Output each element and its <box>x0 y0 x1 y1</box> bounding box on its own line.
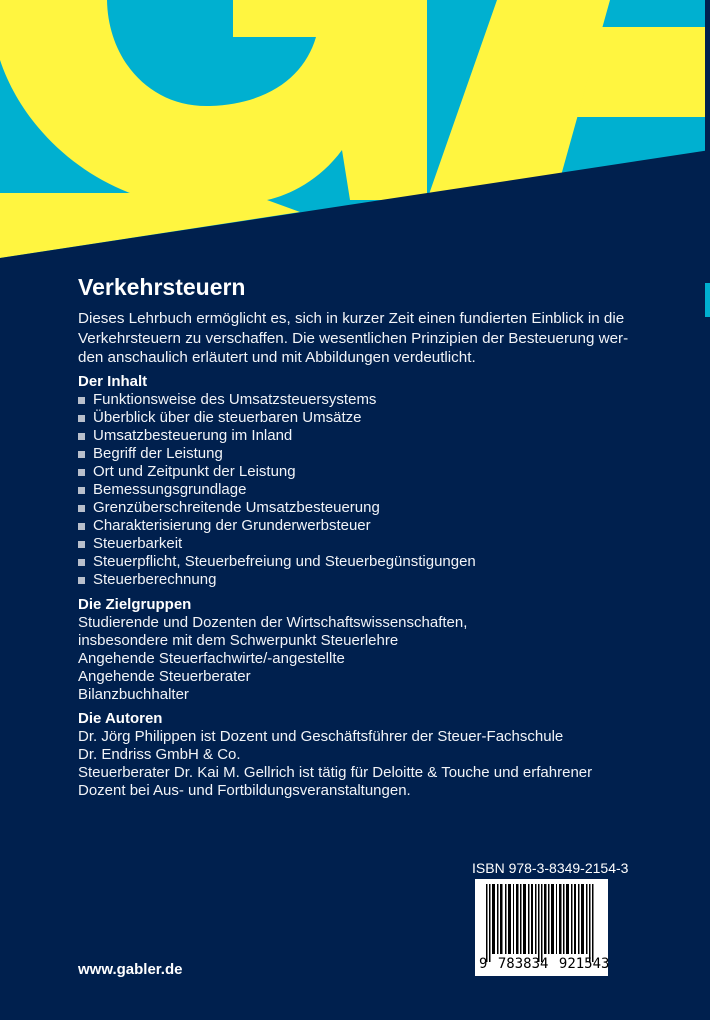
list-item <box>78 409 678 427</box>
audience-line: insbesondere mit dem Schwerpunkt Steuerlehre <box>78 632 399 649</box>
bullet-square-icon <box>78 541 85 548</box>
book-title: Verkehrsteuern <box>78 274 246 300</box>
list-item-text: Funktionsweise des Umsatzsteuersystems <box>93 391 377 408</box>
audience-heading: Die Zielgruppen <box>78 596 192 613</box>
list-item <box>78 553 678 571</box>
list-item-text: Bemessungsgrundlage <box>93 481 247 498</box>
book-description <box>78 309 678 368</box>
list-item-text: Charakterisierung der Grunderwerbsteuer <box>93 517 371 534</box>
list-item <box>78 517 678 535</box>
list-item-text: Umsatzbesteuerung im Inland <box>93 427 293 444</box>
bullet-square-icon <box>78 505 85 512</box>
bullet-square-icon <box>78 559 85 566</box>
bullet-square-icon <box>78 523 85 530</box>
audience-line: Angehende Steuerberater <box>78 668 251 685</box>
bullet-square-icon <box>78 469 85 476</box>
description-line: Verkehrsteuern zu verschaffen. Die wesentlichen Prinzipien der Besteuerung wer- <box>78 329 629 347</box>
list-item <box>78 391 678 409</box>
author-line: Dozent bei Aus- und Fortbildungsveranstaltungen. <box>78 782 411 799</box>
list-item <box>78 535 678 553</box>
bullet-square-icon <box>78 487 85 494</box>
list-item <box>78 571 678 589</box>
author-line: Dr. Jörg Philippen ist Dozent und Geschäftsführer der Steuer-Fachschule <box>78 728 564 745</box>
bullet-square-icon <box>78 451 85 458</box>
cyan-side-tab <box>705 283 710 317</box>
barcode-digits <box>479 956 609 972</box>
bullet-square-icon <box>78 577 85 584</box>
list-item <box>78 463 678 481</box>
list-item-text: Überblick über die steuerbaren Umsätze <box>93 409 362 426</box>
contents-list <box>78 391 678 589</box>
contents-section <box>78 373 678 589</box>
authors-section <box>78 710 678 800</box>
list-item-text: Grenzüberschreitende Umsatzbesteuerung <box>93 499 380 516</box>
bullet-square-icon <box>78 433 85 440</box>
publisher-url-link[interactable]: www.gabler.de <box>78 961 183 978</box>
audience-line: Angehende Steuerfachwirte/-angestellte <box>78 650 345 667</box>
contents-heading: Der Inhalt <box>78 373 148 390</box>
barcode-digit-group-left: 783834 <box>497 956 549 972</box>
list-item-text: Ort und Zeitpunkt der Leistung <box>93 463 296 480</box>
list-item <box>78 481 678 499</box>
barcode-digit-group-right: 921543 <box>558 956 610 972</box>
isbn-barcode <box>475 879 608 976</box>
isbn-label: ISBN 978-3-8349-2154-3 <box>472 860 629 876</box>
audience-line: Studierende und Dozenten der Wirtschaftswissenschaften, <box>78 614 468 631</box>
list-item-text: Begriff der Leistung <box>93 445 223 462</box>
bullet-square-icon <box>78 415 85 422</box>
list-item <box>78 445 678 463</box>
list-item <box>78 427 678 445</box>
description-line: den anschaulich erläutert und mit Abbildungen verdeutlicht. <box>78 349 476 366</box>
audience-section <box>78 596 678 704</box>
list-item-text: Steuerberechnung <box>93 571 217 588</box>
authors-heading: Die Autoren <box>78 710 163 727</box>
cover-letters-ga-graphic <box>0 0 710 270</box>
audience-line: Bilanzbuchhalter <box>78 686 189 703</box>
description-line: Dieses Lehrbuch ermöglicht es, sich in kurzer Zeit einen fundierten Einblick in die <box>78 310 625 327</box>
list-item <box>78 499 678 517</box>
list-item-text: Steuerbarkeit <box>93 535 183 552</box>
list-item-text: Steuerpflicht, Steuerbefreiung und Steuerbegünstigungen <box>93 553 476 570</box>
bullet-square-icon <box>78 397 85 404</box>
author-line: Steuerberater Dr. Kai M. Gellrich ist tätig für Deloitte & Touche und erfahrener <box>78 764 593 781</box>
author-line: Dr. Endriss GmbH & Co. <box>78 746 241 763</box>
barcode-digit-prefix: 9 <box>479 956 488 972</box>
